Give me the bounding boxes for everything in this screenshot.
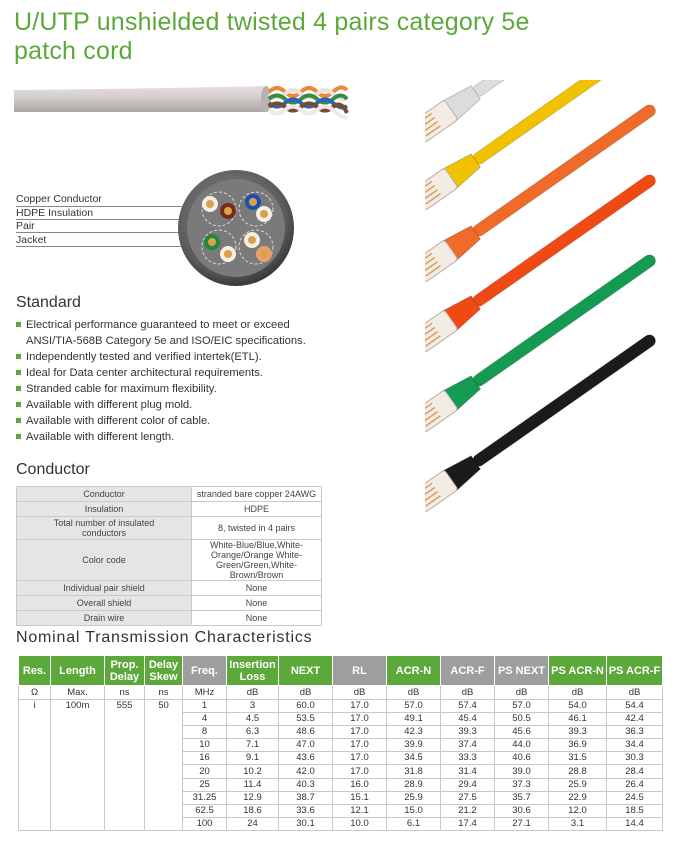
table-cell: 18.6 (227, 804, 279, 817)
unit-cell: dB (495, 686, 549, 700)
table-row (17, 540, 322, 581)
table-cell: Insulation (17, 502, 192, 517)
page-title: U/UTP unshielded twisted 4 pairs category 5e patch cord (14, 8, 530, 65)
table-cell: 7.1 (227, 739, 279, 752)
column-header: PS NEXT (495, 656, 549, 686)
table-cell: 42.4 (607, 713, 663, 726)
table-cell: 57.0 (387, 700, 441, 713)
table-cell: Individual pair shield (17, 581, 192, 596)
cable-cross-section-image (176, 168, 296, 288)
transmission-heading: Nominal Transmission Characteristics (16, 629, 313, 646)
table-cell: 42.3 (387, 726, 441, 739)
table-cell: 29.4 (441, 778, 495, 791)
table-cell: stranded bare copper 24AWG (192, 487, 322, 502)
table-cell: 3.1 (549, 817, 607, 830)
table-cell: 25 (183, 778, 227, 791)
table-cell: 39.9 (387, 739, 441, 752)
table-cell: 40.3 (279, 778, 333, 791)
table-cell: 50 (145, 700, 183, 831)
column-header: NEXT (279, 656, 333, 686)
table-cell: 38.7 (279, 791, 333, 804)
table-cell: 44.0 (495, 739, 549, 752)
table-cell: 39.0 (495, 765, 549, 778)
column-header: ACR-F (441, 656, 495, 686)
table-cell: 33.6 (279, 804, 333, 817)
table-cell: 60.0 (279, 700, 333, 713)
table-cell: 8 (183, 726, 227, 739)
table-cell: 31.5 (549, 752, 607, 765)
list-item: Available with different color of cable. (16, 413, 326, 429)
list-item: Available with different length. (16, 429, 326, 445)
table-cell: 12.9 (227, 791, 279, 804)
column-header: Insertion Loss (227, 656, 279, 686)
column-header: Length (51, 656, 105, 686)
table-cell: 36.9 (549, 739, 607, 752)
table-cell: 17.0 (333, 713, 387, 726)
cable-image (14, 68, 354, 130)
table-cell: 27.5 (441, 791, 495, 804)
patch-cord (425, 328, 661, 513)
table-cell: 26.4 (607, 778, 663, 791)
table-cell: 45.4 (441, 713, 495, 726)
table-cell: None (192, 596, 322, 611)
standard-heading: Standard (16, 294, 81, 311)
table-cell: 57.0 (495, 700, 549, 713)
table-cell: 25.9 (549, 778, 607, 791)
table-cell: 30.1 (279, 817, 333, 830)
table-cell: 9.1 (227, 752, 279, 765)
column-header: Prop. Delay (105, 656, 145, 686)
table-cell: 48.6 (279, 726, 333, 739)
table-cell: 34.5 (387, 752, 441, 765)
table-cell: 47.0 (279, 739, 333, 752)
table-cell: 30.6 (495, 804, 549, 817)
table-row (17, 596, 322, 611)
table-cell: 53.5 (279, 713, 333, 726)
table-cell: 16 (183, 752, 227, 765)
table-cell: 17.0 (333, 765, 387, 778)
table-cell: 24 (227, 817, 279, 830)
table-cell: 1 (183, 700, 227, 713)
table-cell: Total number of insulated conductors (17, 517, 192, 540)
unit-cell: Ω (19, 686, 51, 700)
table-cell: 54.4 (607, 700, 663, 713)
unit-cell: dB (549, 686, 607, 700)
table-cell: None (192, 611, 322, 626)
copper-conductor-label: Copper Conductor (16, 193, 102, 205)
table-cell: 27.1 (495, 817, 549, 830)
table-cell: 28.4 (607, 765, 663, 778)
table-cell: i (19, 700, 51, 831)
unit-cell: dB (227, 686, 279, 700)
table-cell: 17.0 (333, 739, 387, 752)
table-cell: 100m (51, 700, 105, 831)
jacket-label: Jacket (16, 234, 47, 246)
table-cell: 17.0 (333, 752, 387, 765)
column-header: Delay Skew (145, 656, 183, 686)
table-row (17, 581, 322, 596)
patch-cord (425, 248, 661, 433)
table-cell: Drain wire (17, 611, 192, 626)
table-cell: 12.0 (549, 804, 607, 817)
table-cell: 40.6 (495, 752, 549, 765)
table-cell: 14.4 (607, 817, 663, 830)
column-header: PS ACR-N (549, 656, 607, 686)
table-cell: 17.0 (333, 700, 387, 713)
table-cell: 17.4 (441, 817, 495, 830)
column-header: Res. (19, 656, 51, 686)
table-cell: 33.3 (441, 752, 495, 765)
unit-cell: MHz (183, 686, 227, 700)
table-cell: 22.9 (549, 791, 607, 804)
table-cell: 10.0 (333, 817, 387, 830)
table-cell: 6.3 (227, 726, 279, 739)
table-cell: 16.0 (333, 778, 387, 791)
unit-cell: dB (387, 686, 441, 700)
unit-cell: ns (145, 686, 183, 700)
patch-cords-image (425, 80, 665, 590)
units-row (19, 686, 663, 700)
table-row (17, 502, 322, 517)
unit-cell: Max. (51, 686, 105, 700)
table-cell: 37.3 (495, 778, 549, 791)
list-item: Independently tested and verified intertek(ETL). (16, 349, 326, 365)
table-cell: 30.3 (607, 752, 663, 765)
table-cell: 39.3 (549, 726, 607, 739)
table-cell: 35.7 (495, 791, 549, 804)
table-cell: 8, twisted in 4 pairs (192, 517, 322, 540)
pair-label: Pair (16, 220, 35, 232)
table-cell: 10.2 (227, 765, 279, 778)
column-header: RL (333, 656, 387, 686)
table-cell: 49.1 (387, 713, 441, 726)
table-cell: 25.9 (387, 791, 441, 804)
transmission-table (18, 655, 663, 831)
table-cell: 6.1 (387, 817, 441, 830)
table-cell: 18.5 (607, 804, 663, 817)
table-row (19, 700, 663, 713)
table-cell: 20 (183, 765, 227, 778)
list-item: Available with different plug mold. (16, 397, 326, 413)
list-item: Stranded cable for maximum flexibility. (16, 381, 326, 397)
table-cell: 100 (183, 817, 227, 830)
table-cell: 28.8 (549, 765, 607, 778)
list-item: Ideal for Data center architectural requirements. (16, 365, 326, 381)
table-row (17, 487, 322, 502)
patch-cord (425, 168, 661, 353)
table-cell: 46.1 (549, 713, 607, 726)
table-cell: 31.8 (387, 765, 441, 778)
table-cell: 28.9 (387, 778, 441, 791)
table-cell: None (192, 581, 322, 596)
table-cell: White-Blue/Blue,White-Orange/Orange White-Green/Green,White-Brown/Brown (192, 540, 322, 581)
table-cell: 555 (105, 700, 145, 831)
table-cell: 11.4 (227, 778, 279, 791)
unit-cell: dB (441, 686, 495, 700)
unit-cell: dB (333, 686, 387, 700)
table-cell: 42.0 (279, 765, 333, 778)
table-cell: 4 (183, 713, 227, 726)
table-cell: Conductor (17, 487, 192, 502)
hdpe-insulation-label: HDPE Insulation (16, 207, 94, 219)
conductor-heading: Conductor (16, 461, 90, 478)
table-cell: 31.25 (183, 791, 227, 804)
table-cell: 15.1 (333, 791, 387, 804)
standard-list (16, 317, 326, 445)
table-cell: HDPE (192, 502, 322, 517)
table-cell: 31.4 (441, 765, 495, 778)
unit-cell: ns (105, 686, 145, 700)
list-item: Electrical performance guaranteed to meet or exceed ANSI/TIA-568B Category 5e and ISO/EIC specifications. (16, 317, 326, 349)
table-cell: 54.0 (549, 700, 607, 713)
table-cell: 36.3 (607, 726, 663, 739)
table-cell: Overall shield (17, 596, 192, 611)
table-cell: 62.5 (183, 804, 227, 817)
table-header-row (19, 656, 663, 686)
table-row (17, 517, 322, 540)
table-cell: 34.4 (607, 739, 663, 752)
table-cell: 43.6 (279, 752, 333, 765)
column-header: PS ACR-F (607, 656, 663, 686)
unit-cell: dB (279, 686, 333, 700)
table-cell: 4.5 (227, 713, 279, 726)
table-row (17, 611, 322, 626)
table-cell: 37.4 (441, 739, 495, 752)
table-cell: 12.1 (333, 804, 387, 817)
column-header: ACR-N (387, 656, 441, 686)
table-cell: 57.4 (441, 700, 495, 713)
conductor-table (16, 486, 322, 626)
table-cell: 10 (183, 739, 227, 752)
table-cell: 50.5 (495, 713, 549, 726)
table-cell: 45.6 (495, 726, 549, 739)
column-header: Freq. (183, 656, 227, 686)
table-cell: 21.2 (441, 804, 495, 817)
table-cell: 17.0 (333, 726, 387, 739)
table-cell: 15.0 (387, 804, 441, 817)
leader-line (16, 246, 188, 247)
unit-cell: dB (607, 686, 663, 700)
table-cell: 24.5 (607, 791, 663, 804)
table-cell: Color code (17, 540, 192, 581)
table-cell: 3 (227, 700, 279, 713)
table-cell: 39.3 (441, 726, 495, 739)
